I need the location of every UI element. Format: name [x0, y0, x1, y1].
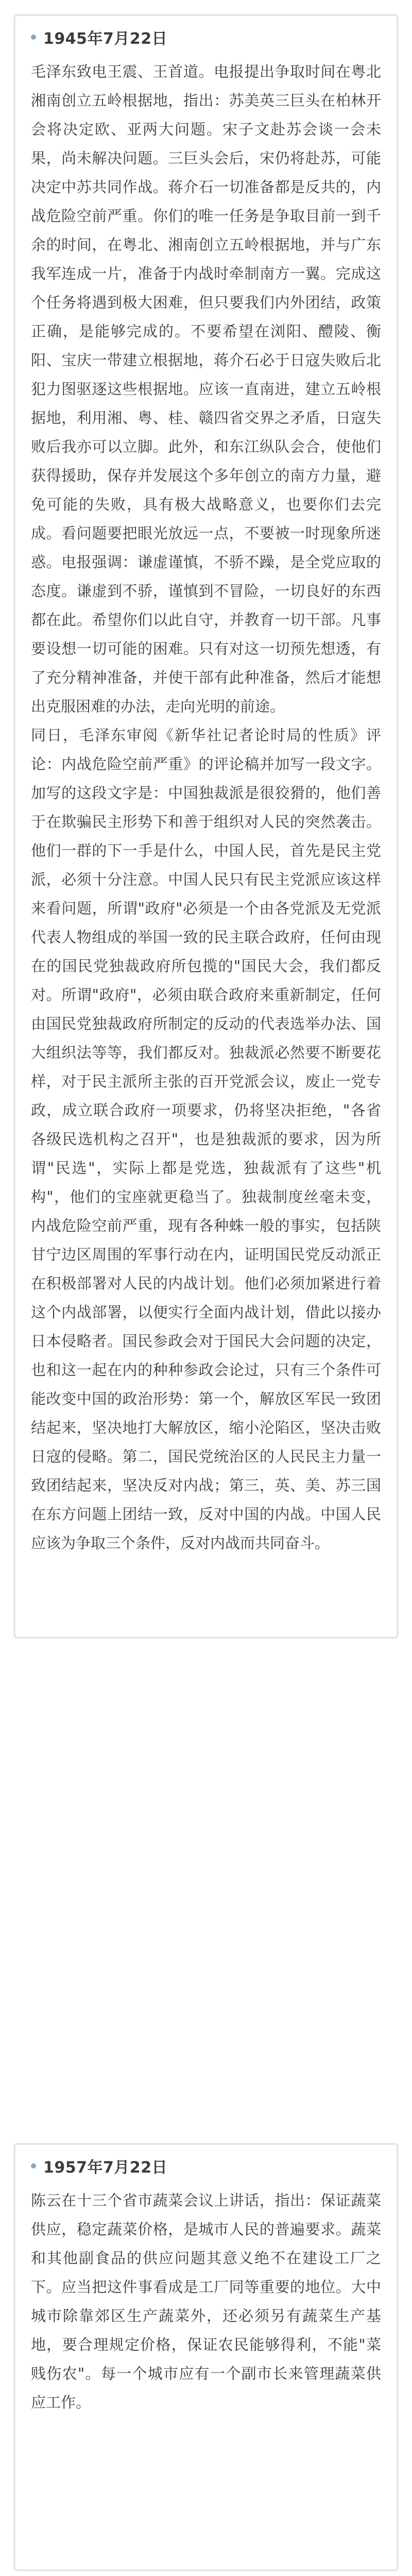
entry-date-row: [31, 28, 381, 46]
history-entry-card: [14, 14, 398, 1638]
bullet-dot-icon: [31, 2163, 36, 2168]
entry-paragraph: 同日，毛泽东审阅《新华社记者论时局的性质》评论：内战危险空前严重》的评论稿并加写一段文字。加写的这段文字是：中国独裁派是很狡猾的，他们善于在欺骗民主形势下和善于组织对人民的突然袭击。他们一群的下一手是什么，中国人民，首先是民主党派，必须十分注意。中国人民只有民主党派应该这样来看问题，所谓"政府"必须是一个由各党派及无党派代表人物组成的举国一致的民主联合政府，任何由现在的国民党独裁政府所包揽的"国民大会，我们都反对。所谓"政府"，必须由联合政府来重新制定，任何由国民党独裁政府所制定的反动的代表选举办法、国大组织法等等，我们都反对。独裁派必然要不断要花样，对于民主派所主张的百开党派会议，废止一党专政，成立联合政府一项要求，仍将坚决拒绝，"各省各级民选机构之召开"，也是独裁派的要求，因为所谓"民选"，实际上都是党选，独裁派有了这些"机构"，他们的宝座就更稳当了。独裁制度丝毫未变，内战危险空前严重，现有各种蛛一般的事实，包括陕甘宁边区周围的军事行动在内，证明国民党反动派正在积极部署对人民的内战计划。他们必须加紧进行着这个内战部署，以便实行全面内战计划，借此以接办日本侵略者。国民参政会对于国民大会问题的决定，也和这一起在内的种种参政会论过，只有三个条件可能改变中国的政治形势：第一个，解放区军民一致团结起来，坚决地打大解放区，缩小沦陷区，坚决击败日寇的侵略。第二，国民党统治区的人民民主力量一致团结起来，坚决反对内战；第三，英、美、苏三国在东方问题上团结一致，反对中国的内战。中国人民应该为争取三个条件，反对内战而共同奋斗。: [31, 726, 381, 1552]
history-entry-card: [14, 2143, 398, 2571]
entry-paragraph: 毛泽东致电王震、王首道。电报提出争取时间在粤北湘南创立五岭根据地，指出：苏美英三巨头在柏林开会将决定欧、亚两大问题。宋子文赴苏会谈一会未果，尚未解决问题。三巨头会后，宋仍将赴苏，可能决定中苏共同作战。蒋介石一切准备都是反共的，内战危险空前严重。你们的唯一任务是争取目前一到千余的时间，在粤北、湘南创立五岭根据地，并与广东我军连成一片，准备于内战时牵制南方一翼。完成这个任务将遇到极大困难，但只要我们内外团结，政策正确，是能够完成的。不要希望在浏阳、醴陵、衡阳、宝庆一带建立根据地，蒋介石必于日寇失败后北犯力图驱逐这些根据地。应该一直南进，建立五岭根据地，利用湘、粤、桂、赣四省交界之矛盾，日寇失败后我亦可以立脚。此外，和东江纵队会合，使他们获得援助，保存并发展这个多年创立的南方力量，避免可能的失败，具有极大战略意义，也要你们去完成。看问题要把眼光放远一点，不要被一时现象所迷惑。电报强调：谦虚谨慎，不骄不躁，是全党应取的态度。谦虚到不骄，谨慎到不冒险，一切良好的东西都在此。希望你们以此自守，并教育一切干部。凡事要设想一切可能的困难。只有对这一切预先想透，有了充分精神准备，并使干部有此种准备，然后才能想出克服困难的办法，走向光明的前途。: [31, 63, 381, 715]
entry-date: 1957年7月22日: [43, 2159, 168, 2177]
entry-date-row: [31, 2157, 381, 2175]
entry-date: 1945年7月22日: [43, 30, 168, 48]
bullet-dot-icon: [31, 35, 36, 40]
entry-paragraph: 陈云在十三个省市蔬菜会议上讲话，指出：保证蔬菜供应，稳定蔬菜价格，是城市人民的普遍要求。蔬菜和其他副食品的供应问题其意义绝不在建设工厂之下。应当把这件事看成是工厂同等重要的地位。大中城市除靠郊区生产蔬菜外，还必须另有蔬菜生产基地，要合理规定价格，保证农民能够得利，不能"菜贱伤农"。每一个城市应有一个副市长来管理蔬菜供应工作。: [31, 2192, 381, 2411]
